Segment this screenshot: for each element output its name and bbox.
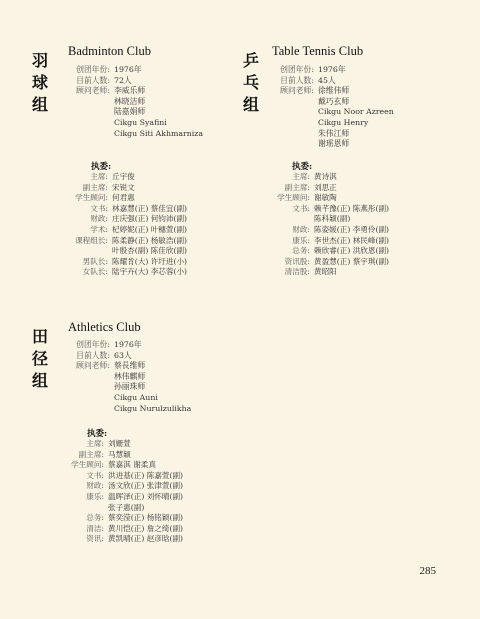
committee-row-label: 男队长: [82,256,108,266]
committee-row-label: 女队长: [82,267,108,277]
committee-row [56,513,183,524]
committee-row-value: 陆宇卉(大) 李芯蓉(小) [112,267,188,277]
committee-row-label: 文书: [86,470,104,480]
info-row-value: Cikgu Nurulzulikha [114,403,192,413]
badminton-committee [60,172,187,278]
committee-row [262,267,389,278]
committee-row-value: 刘姗萱 [108,439,131,448]
committee-row-value: 蔡嘉淇 谢柔真 [108,460,156,470]
committee-row-label: 副主席: [284,182,310,192]
committee-row [262,204,389,225]
committee-row-value: 叶殷杏(副) 陈佳欣(副) [112,246,188,256]
info-row-value: 朱伟江师 [318,128,350,138]
badminton-info [68,65,203,139]
committee-row-label: 课程组长: [75,235,108,245]
committee-row-value: 汤文欣(正) 张津萱(副) [108,481,184,491]
committee-row-value: 陈耀肯(大) 许圩进(小) [112,256,188,266]
committee-row [56,524,183,535]
committee-row-label: 学术: [90,224,108,234]
committee-row-value: 洪进基(正) 陈嘉萱(副) [108,470,184,480]
committee-row [60,214,187,225]
committee-row-label: 资讯: [86,534,104,544]
committee-row [262,172,389,183]
committee-row-value: 黄川恺(正) 詹之绮(副) [108,523,184,533]
committee-row-label: 主席: [292,172,310,181]
info-row-value: 1976年 [114,65,142,74]
info-row-value: 戴巧玄师 [318,96,350,106]
athletics-committee [56,439,183,545]
committee-row [262,225,389,236]
committee-row-value: 何君惠 [112,193,135,203]
athletics-info [68,340,191,414]
committee-row-value: 蔡奕滢(正) 杨铭颖(副) [108,513,184,523]
info-row-label: 目前人数: [280,75,314,85]
committee-row-label: 文书: [292,203,310,213]
info-row-label: 目前人数: [76,350,110,360]
info-row-value: 谢瑶恩师 [318,139,350,149]
committee-row [60,183,187,194]
info-row-value: Cikgu Noor Azreen [318,107,394,117]
committee-row-label: 副主席: [78,449,104,459]
committee-row [60,193,187,204]
committee-row-label: 清洁股: [284,267,310,277]
committee-row-label: 学生顾问: [75,193,108,203]
info-row-label: 创团年份: [76,65,110,74]
committee-row [56,492,183,513]
info-row [68,361,191,414]
committee-row-label: 学生顾问: [71,460,104,470]
committee-row-value: 张子惠(副) [108,502,145,512]
info-row-label: 顾问老师: [76,86,110,96]
info-row-value: 林晓洁师 [114,96,146,106]
committee-row-value: 陈科颖(副) [314,214,351,224]
committee-row-label: 主席: [90,172,108,181]
committee-row [56,450,183,461]
committee-row-label: 财政: [292,224,310,234]
committee-row-value: 马慧颖 [108,449,131,459]
info-row [68,65,203,76]
table-tennis-side-title: 乒 乓 组 [242,51,259,114]
info-row [272,76,394,87]
info-row-value: Cikgu Henry [318,117,369,127]
info-row-value: 72人 [114,75,132,85]
committee-row [56,471,183,482]
committee-row [60,172,187,183]
committee-row-value: 黄盈慧(正) 蔡宇琪(副) [314,256,390,266]
athletics-club-name: Athletics Club [68,320,141,334]
committee-row [56,460,183,471]
committee-row [60,236,187,257]
info-row-value: 1976年 [114,340,142,349]
info-row [68,340,191,351]
info-row-label: 顾问老师: [280,86,314,96]
info-row-value: 1976年 [318,65,346,74]
committee-row-value: 丘宇俊 [112,172,135,181]
committee-row-label: 康乐: [292,235,310,245]
info-row-value: Cikgu Auni [114,392,158,402]
committee-row-value: 温晖泽(正) 刘怀晴(副) [108,491,184,501]
committee-row-value: 陈姿媛(正) 李勇伶(副) [314,224,390,234]
committee-row [56,534,183,545]
committee-row-label: 学生顾问: [277,193,310,203]
committee-row-value: 庄庆强(正) 何钧沛(副) [112,214,188,224]
committee-row [262,183,389,194]
committee-row-value: 赖欣睿(正) 洪欣恩(副) [314,246,390,256]
info-row-value: 林伟麒师 [114,371,146,381]
committee-row-value: 陈柔静(正) 杨敏浩(副) [112,235,188,245]
info-row [68,351,191,362]
committee-row-label: 主席: [86,439,104,448]
info-row [272,86,394,150]
committee-row [60,257,187,268]
info-row-value: Cikgu Siti Akhmarniza [114,128,204,138]
committee-row-value: 林嘉慧(正) 蔡佳宜(副) [112,203,188,213]
committee-row-value: 黄昭阳 [314,267,337,277]
committee-row-value: 赖芊豫(正) 陈燕彤(副) [314,203,390,213]
committee-row-label: 总务: [86,513,104,523]
committee-row [262,246,389,257]
athletics-committee-title: 执委: [87,429,108,439]
committee-row-label: 资讯股: [284,256,310,266]
committee-row-value: 宋锐文 [112,182,135,192]
badminton-side-title: 羽 球 组 [31,51,48,114]
page-number: 285 [419,565,436,577]
info-row-value: 陆嘉娟师 [114,107,146,117]
committee-row-label: 文书: [90,203,108,213]
committee-row-value: 李世杰(正) 林民峰(副) [314,235,390,245]
committee-row-value: 黄凯晴(正) 赵彦晗(副) [108,534,184,544]
info-row-value: 45人 [318,75,336,85]
committee-row-value: 黄诗淇 [314,172,337,181]
committee-row-label: 财政: [90,214,108,224]
committee-row [60,204,187,215]
committee-row-label: 清洁: [86,523,104,533]
info-row [272,65,394,76]
committee-row [60,267,187,278]
info-row-value: 徐维伟师 [318,86,350,96]
info-row-value: Cikgu Syafini [114,117,167,127]
committee-row-label: 财政: [86,481,104,491]
info-row-value: 63人 [114,350,132,360]
committee-row-label: 康乐: [86,491,104,501]
info-row-value: 孙丽珠师 [114,382,146,392]
info-row-value: 蔡長维师 [114,361,146,371]
info-row-label: 目前人数: [76,75,110,85]
table-tennis-committee [262,172,389,278]
committee-row [262,257,389,268]
committee-row [262,236,389,247]
committee-row [60,225,187,236]
committee-row-value: 杞婷妮(正) 叶穗萱(副) [112,224,188,234]
table-tennis-committee-title: 执委: [292,162,313,172]
info-row [68,86,203,139]
committee-row [56,481,183,492]
info-row-label: 顾问老师: [76,361,110,371]
info-row-label: 创团年份: [76,340,110,349]
table-tennis-info [272,65,394,150]
committee-row-label: 总务: [292,246,310,256]
committee-row [56,439,183,450]
info-row-value: 李威乐师 [114,86,146,96]
table-tennis-club-name: Table Tennis Club [272,44,364,58]
badminton-club-name: Badminton Club [68,44,151,58]
info-row [68,76,203,87]
committee-row [262,193,389,204]
badminton-committee-title: 执委: [91,162,112,172]
athletics-side-title: 田 径 组 [31,327,48,390]
committee-row-label: 副主席: [82,182,108,192]
info-row-label: 创团年份: [280,65,314,74]
committee-row-value: 刘思正 [314,182,337,192]
committee-row-value: 谢敏陶 [314,193,337,203]
